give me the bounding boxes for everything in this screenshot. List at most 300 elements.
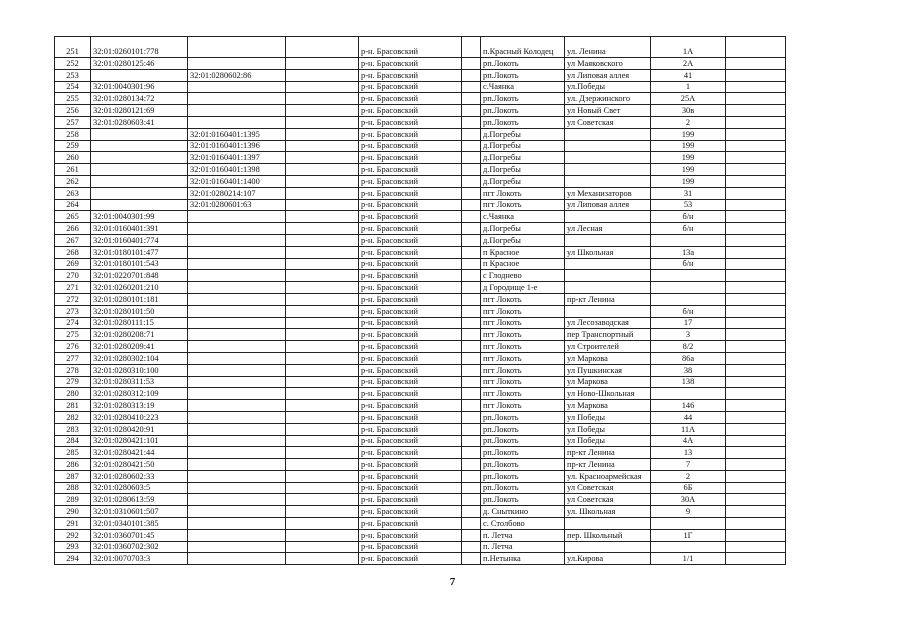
- cadastral-number-land: 32:01:0280421:50: [91, 459, 188, 471]
- blank-column: [462, 364, 481, 376]
- house-number: б/н: [651, 258, 726, 270]
- blank-column: [726, 341, 786, 353]
- house-number: [651, 293, 726, 305]
- cadastral-number-land: 32:01:0310601:507: [91, 506, 188, 518]
- house-number: 2: [651, 470, 726, 482]
- settlement: д.Погребы: [481, 175, 565, 187]
- blank-column: [286, 37, 359, 58]
- street: ул Школьная: [565, 246, 651, 258]
- street: [565, 234, 651, 246]
- district: р-н. Брасовский: [359, 293, 462, 305]
- row-number: 255: [55, 93, 91, 105]
- blank-column: [726, 246, 786, 258]
- table-row: [55, 258, 786, 270]
- cadastral-number-land: [91, 199, 188, 211]
- page-number: 7: [449, 576, 456, 588]
- cadastral-number-land: 32:01:0280420:91: [91, 423, 188, 435]
- blank-column: [726, 529, 786, 541]
- district: р-н. Брасовский: [359, 187, 462, 199]
- blank-column: [286, 352, 359, 364]
- blank-column: [286, 494, 359, 506]
- street: [565, 305, 651, 317]
- street: [565, 140, 651, 152]
- blank-column: [286, 58, 359, 70]
- row-number: 288: [55, 482, 91, 494]
- settlement: пгт Локоть: [481, 329, 565, 341]
- house-number: 30А: [651, 494, 726, 506]
- blank-column: [462, 223, 481, 235]
- district: р-н. Брасовский: [359, 305, 462, 317]
- row-number: 286: [55, 459, 91, 471]
- table-row: [55, 447, 786, 459]
- blank-column: [462, 69, 481, 81]
- table-row: [55, 423, 786, 435]
- street: ул Маркова: [565, 400, 651, 412]
- table-row: [55, 282, 786, 294]
- blank-column: [726, 447, 786, 459]
- house-number: 2: [651, 116, 726, 128]
- street: ул Строителей: [565, 341, 651, 353]
- house-number: 199: [651, 175, 726, 187]
- cadastral-number-land: 32:01:0040301:99: [91, 211, 188, 223]
- house-number: б/н: [651, 211, 726, 223]
- row-number: 252: [55, 58, 91, 70]
- settlement: пгт Локоть: [481, 317, 565, 329]
- blank-column: [726, 152, 786, 164]
- blank-column: [462, 400, 481, 412]
- blank-column: [462, 81, 481, 93]
- cadastral-number-building: 32:01:0160401:1396: [188, 140, 286, 152]
- street: ул Липовая аллея: [565, 69, 651, 81]
- blank-column: [462, 116, 481, 128]
- blank-column: [286, 411, 359, 423]
- blank-column: [462, 329, 481, 341]
- cadastral-number-land: [91, 152, 188, 164]
- blank-column: [726, 553, 786, 565]
- cadastral-number-land: 32:01:0280101:50: [91, 305, 188, 317]
- blank-column: [286, 447, 359, 459]
- district: р-н. Брасовский: [359, 69, 462, 81]
- settlement: рп.Локоть: [481, 435, 565, 447]
- street: ул. Школьная: [565, 506, 651, 518]
- house-number: 11А: [651, 423, 726, 435]
- street: [565, 164, 651, 176]
- row-number: 268: [55, 246, 91, 258]
- street: пр-кт Ленина: [565, 447, 651, 459]
- table-row: [55, 223, 786, 235]
- street: ул. Дзержинского: [565, 93, 651, 105]
- cadastral-number-land: 32:01:0180101:543: [91, 258, 188, 270]
- row-number: 293: [55, 541, 91, 553]
- cadastral-number-land: 32:01:0220701:848: [91, 270, 188, 282]
- cadastral-number-building: [188, 482, 286, 494]
- table-row: [55, 164, 786, 176]
- district: р-н. Брасовский: [359, 211, 462, 223]
- blank-column: [726, 329, 786, 341]
- cadastral-number-building: [188, 270, 286, 282]
- blank-column: [726, 187, 786, 199]
- house-number: 2А: [651, 58, 726, 70]
- table-row: [55, 341, 786, 353]
- row-number: 271: [55, 282, 91, 294]
- cadastral-number-land: [91, 69, 188, 81]
- house-number: [651, 388, 726, 400]
- blank-column: [726, 282, 786, 294]
- blank-column: [286, 128, 359, 140]
- row-number: 289: [55, 494, 91, 506]
- street: ул Лесная: [565, 223, 651, 235]
- cadastral-number-building: 32:01:0280602:86: [188, 69, 286, 81]
- row-number: 260: [55, 152, 91, 164]
- settlement: пгт Локоть: [481, 187, 565, 199]
- blank-column: [286, 541, 359, 553]
- cadastral-number-land: 32:01:0260101:778: [91, 37, 188, 58]
- blank-column: [462, 140, 481, 152]
- row-number: 258: [55, 128, 91, 140]
- house-number: 4А: [651, 435, 726, 447]
- blank-column: [726, 352, 786, 364]
- street: ул Маркова: [565, 376, 651, 388]
- street: ул. Ленина: [565, 37, 651, 58]
- blank-column: [462, 37, 481, 58]
- table-row: [55, 246, 786, 258]
- blank-column: [726, 541, 786, 553]
- table-row: [55, 58, 786, 70]
- cadastral-number-building: [188, 506, 286, 518]
- blank-column: [286, 234, 359, 246]
- blank-column: [462, 234, 481, 246]
- blank-column: [286, 199, 359, 211]
- cadastral-number-building: [188, 553, 286, 565]
- row-number: 267: [55, 234, 91, 246]
- cadastral-number-land: 32:01:0280421:44: [91, 447, 188, 459]
- cadastral-number-building: [188, 211, 286, 223]
- cadastral-number-land: 32:01:0280313:19: [91, 400, 188, 412]
- table-row: [55, 364, 786, 376]
- row-number: 273: [55, 305, 91, 317]
- cadastral-number-land: 32:01:0280121:69: [91, 105, 188, 117]
- street: [565, 152, 651, 164]
- settlement: п Красное: [481, 246, 565, 258]
- district: р-н. Брасовский: [359, 423, 462, 435]
- blank-column: [462, 447, 481, 459]
- street: ул Механизаторов: [565, 187, 651, 199]
- blank-column: [286, 270, 359, 282]
- cadastral-number-land: 32:01:0260201:210: [91, 282, 188, 294]
- blank-column: [726, 105, 786, 117]
- blank-column: [726, 128, 786, 140]
- table-row: [55, 199, 786, 211]
- settlement: рп.Локоть: [481, 93, 565, 105]
- district: р-н. Брасовский: [359, 93, 462, 105]
- cadastral-number-land: 32:01:0280310:100: [91, 364, 188, 376]
- district: р-н. Брасовский: [359, 506, 462, 518]
- blank-column: [286, 246, 359, 258]
- house-number: [651, 541, 726, 553]
- blank-column: [286, 482, 359, 494]
- settlement: д Городище 1-е: [481, 282, 565, 294]
- district: р-н. Брасовский: [359, 435, 462, 447]
- blank-column: [726, 411, 786, 423]
- blank-column: [462, 187, 481, 199]
- table-row: [55, 81, 786, 93]
- street: [565, 270, 651, 282]
- blank-column: [726, 116, 786, 128]
- settlement: п. Летча: [481, 529, 565, 541]
- table-row: [55, 37, 786, 58]
- cadastral-number-land: 32:01:0280101:181: [91, 293, 188, 305]
- blank-column: [462, 423, 481, 435]
- cadastral-number-land: 32:01:0040301:96: [91, 81, 188, 93]
- property-register-table: [54, 36, 786, 565]
- settlement: п.Красный Колодец: [481, 37, 565, 58]
- cadastral-number-building: [188, 37, 286, 58]
- blank-column: [726, 435, 786, 447]
- table-row: [55, 541, 786, 553]
- house-number: 199: [651, 164, 726, 176]
- settlement: рп.Локоть: [481, 116, 565, 128]
- street: ул Советская: [565, 116, 651, 128]
- table-row: [55, 187, 786, 199]
- cadastral-number-land: 32:01:0280111:15: [91, 317, 188, 329]
- settlement: с.Чаянка: [481, 81, 565, 93]
- settlement: пгт Локоть: [481, 388, 565, 400]
- settlement: рп.Локоть: [481, 69, 565, 81]
- district: р-н. Брасовский: [359, 116, 462, 128]
- district: р-н. Брасовский: [359, 494, 462, 506]
- street: [565, 282, 651, 294]
- blank-column: [286, 364, 359, 376]
- blank-column: [462, 199, 481, 211]
- street: [565, 128, 651, 140]
- row-number: 264: [55, 199, 91, 211]
- blank-column: [462, 270, 481, 282]
- cadastral-number-building: 32:01:0160401:1395: [188, 128, 286, 140]
- cadastral-number-land: 32:01:0280603:5: [91, 482, 188, 494]
- district: р-н. Брасовский: [359, 58, 462, 70]
- settlement: пгт Локоть: [481, 293, 565, 305]
- cadastral-number-building: [188, 105, 286, 117]
- blank-column: [726, 37, 786, 58]
- table-row: [55, 518, 786, 530]
- district: р-н. Брасовский: [359, 470, 462, 482]
- house-number: 13а: [651, 246, 726, 258]
- street: ул.Кирова: [565, 553, 651, 565]
- blank-column: [726, 470, 786, 482]
- blank-column: [286, 400, 359, 412]
- cadastral-number-building: [188, 305, 286, 317]
- district: р-н. Брасовский: [359, 164, 462, 176]
- street: [565, 258, 651, 270]
- settlement: пгт Локоть: [481, 352, 565, 364]
- street: ул Маркова: [565, 352, 651, 364]
- table-body: [55, 37, 786, 565]
- cadastral-number-land: [91, 164, 188, 176]
- blank-column: [286, 329, 359, 341]
- house-number: 1/1: [651, 553, 726, 565]
- house-number: 30в: [651, 105, 726, 117]
- district: р-н. Брасовский: [359, 400, 462, 412]
- blank-column: [286, 81, 359, 93]
- blank-column: [462, 411, 481, 423]
- blank-column: [726, 293, 786, 305]
- blank-column: [462, 164, 481, 176]
- blank-column: [726, 423, 786, 435]
- blank-column: [286, 305, 359, 317]
- blank-column: [726, 270, 786, 282]
- house-number: 41: [651, 69, 726, 81]
- blank-column: [286, 69, 359, 81]
- table-row: [55, 435, 786, 447]
- blank-column: [286, 317, 359, 329]
- cadastral-number-land: 32:01:0280302:104: [91, 352, 188, 364]
- cadastral-number-land: 32:01:0280209:41: [91, 341, 188, 353]
- blank-column: [726, 234, 786, 246]
- table-row: [55, 376, 786, 388]
- district: р-н. Брасовский: [359, 258, 462, 270]
- table-row: [55, 69, 786, 81]
- cadastral-number-building: [188, 447, 286, 459]
- street: ул Победы: [565, 435, 651, 447]
- row-number: 263: [55, 187, 91, 199]
- cadastral-number-building: [188, 529, 286, 541]
- street: ул Липовая аллея: [565, 199, 651, 211]
- blank-column: [286, 258, 359, 270]
- cadastral-number-land: [91, 187, 188, 199]
- blank-column: [462, 152, 481, 164]
- house-number: 7: [651, 459, 726, 471]
- house-number: 9: [651, 506, 726, 518]
- row-number: 261: [55, 164, 91, 176]
- street: ул Победы: [565, 411, 651, 423]
- row-number: 292: [55, 529, 91, 541]
- settlement: рп.Локоть: [481, 494, 565, 506]
- row-number: 278: [55, 364, 91, 376]
- cadastral-number-building: [188, 459, 286, 471]
- table-row: [55, 270, 786, 282]
- blank-column: [726, 93, 786, 105]
- street: [565, 211, 651, 223]
- table-row: [55, 482, 786, 494]
- cadastral-number-land: [91, 140, 188, 152]
- blank-column: [726, 494, 786, 506]
- house-number: 3: [651, 329, 726, 341]
- row-number: 272: [55, 293, 91, 305]
- blank-column: [462, 506, 481, 518]
- cadastral-number-building: [188, 93, 286, 105]
- street: [565, 518, 651, 530]
- table-row: [55, 553, 786, 565]
- settlement: рп.Локоть: [481, 459, 565, 471]
- blank-column: [462, 211, 481, 223]
- blank-column: [286, 376, 359, 388]
- cadastral-number-building: 32:01:0160401:1398: [188, 164, 286, 176]
- blank-column: [726, 258, 786, 270]
- blank-column: [286, 223, 359, 235]
- house-number: 6Б: [651, 482, 726, 494]
- district: р-н. Брасовский: [359, 199, 462, 211]
- blank-column: [726, 58, 786, 70]
- district: р-н. Брасовский: [359, 388, 462, 400]
- blank-column: [286, 388, 359, 400]
- settlement: рп.Локоть: [481, 58, 565, 70]
- house-number: 44: [651, 411, 726, 423]
- blank-column: [462, 352, 481, 364]
- settlement: рп.Локоть: [481, 423, 565, 435]
- district: р-н. Брасовский: [359, 175, 462, 187]
- district: р-н. Брасовский: [359, 246, 462, 258]
- blank-column: [286, 93, 359, 105]
- row-number: 257: [55, 116, 91, 128]
- street: ул. Красноармейская: [565, 470, 651, 482]
- settlement: с Глоднево: [481, 270, 565, 282]
- cadastral-number-building: [188, 58, 286, 70]
- row-number: 280: [55, 388, 91, 400]
- house-number: [651, 282, 726, 294]
- cadastral-number-land: 32:01:0280312:109: [91, 388, 188, 400]
- street: [565, 175, 651, 187]
- cadastral-number-building: [188, 388, 286, 400]
- house-number: 199: [651, 128, 726, 140]
- blank-column: [726, 506, 786, 518]
- street: ул.Победы: [565, 81, 651, 93]
- house-number: б/н: [651, 223, 726, 235]
- district: р-н. Брасовский: [359, 411, 462, 423]
- blank-column: [462, 317, 481, 329]
- cadastral-number-building: [188, 518, 286, 530]
- cadastral-number-building: [188, 541, 286, 553]
- blank-column: [462, 376, 481, 388]
- cadastral-number-land: 32:01:0280208:71: [91, 329, 188, 341]
- blank-column: [462, 553, 481, 565]
- cadastral-number-land: 32:01:0160401:774: [91, 234, 188, 246]
- cadastral-number-land: 32:01:0280410:223: [91, 411, 188, 423]
- blank-column: [286, 140, 359, 152]
- table-row: [55, 506, 786, 518]
- blank-column: [726, 376, 786, 388]
- row-number: 269: [55, 258, 91, 270]
- district: р-н. Брасовский: [359, 37, 462, 58]
- row-number: 254: [55, 81, 91, 93]
- district: р-н. Брасовский: [359, 329, 462, 341]
- table-row: [55, 400, 786, 412]
- cadastral-number-land: [91, 175, 188, 187]
- blank-column: [462, 258, 481, 270]
- district: р-н. Брасовский: [359, 459, 462, 471]
- settlement: д.Погребы: [481, 164, 565, 176]
- blank-column: [286, 152, 359, 164]
- cadastral-number-land: 32:01:0360701:45: [91, 529, 188, 541]
- cadastral-number-building: [188, 376, 286, 388]
- blank-column: [462, 470, 481, 482]
- house-number: 146: [651, 400, 726, 412]
- cadastral-number-building: 32:01:0160401:1397: [188, 152, 286, 164]
- row-number: 291: [55, 518, 91, 530]
- blank-column: [286, 459, 359, 471]
- street: [565, 541, 651, 553]
- blank-column: [462, 305, 481, 317]
- cadastral-number-building: [188, 329, 286, 341]
- blank-column: [726, 518, 786, 530]
- cadastral-number-building: 32:01:0160401:1400: [188, 175, 286, 187]
- district: р-н. Брасовский: [359, 376, 462, 388]
- blank-column: [286, 211, 359, 223]
- district: р-н. Брасовский: [359, 81, 462, 93]
- blank-column: [462, 494, 481, 506]
- blank-column: [726, 211, 786, 223]
- blank-column: [726, 400, 786, 412]
- cadastral-number-building: [188, 282, 286, 294]
